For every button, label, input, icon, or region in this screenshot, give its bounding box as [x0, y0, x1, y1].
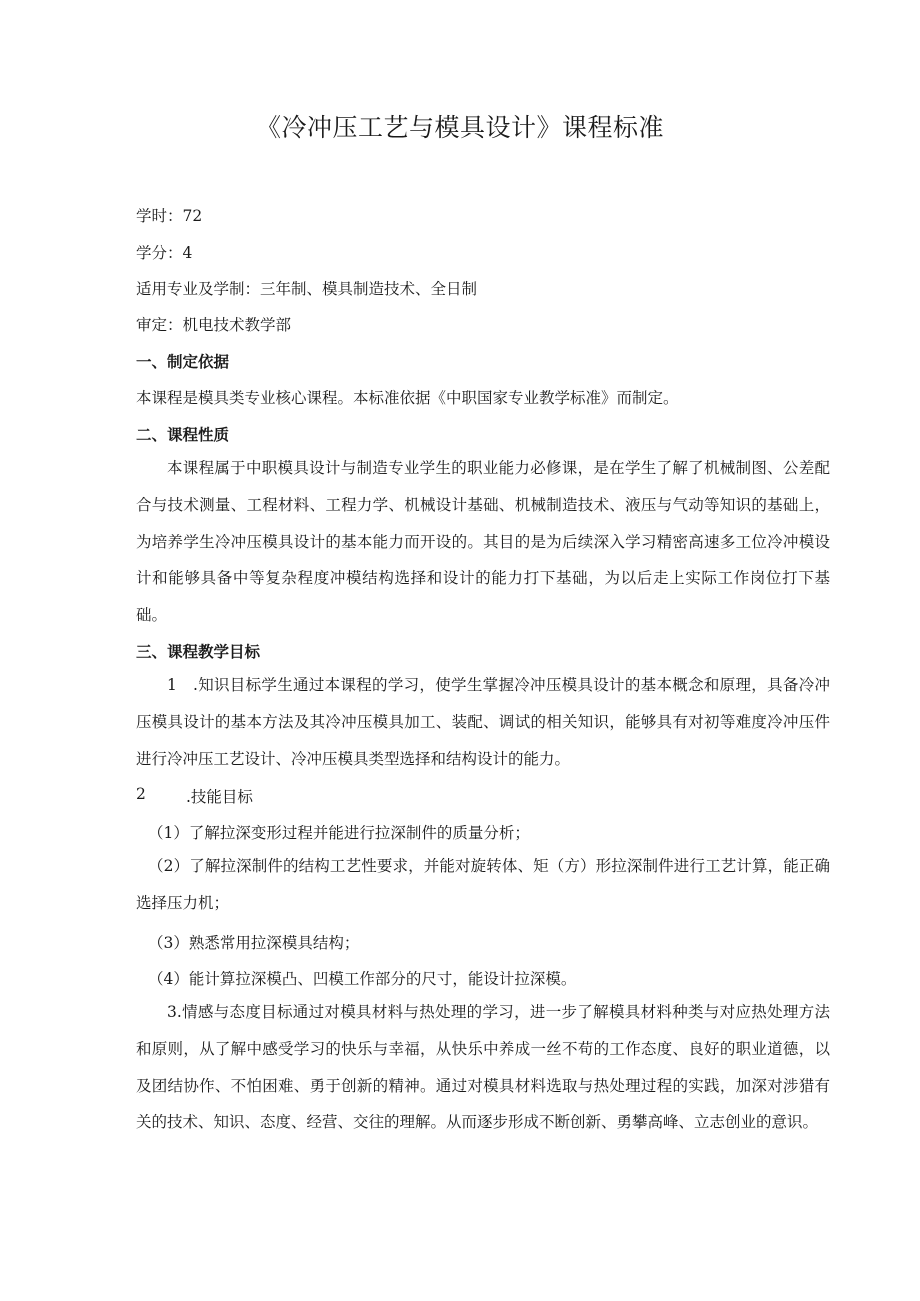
- skill-item-3: （3）熟悉常用拉深模具结构；: [148, 934, 360, 952]
- goal-attitude-text: 3.情感与态度目标通过对模具材料与热处理的学习，进一步了解模具材料种类与对应热处理方法和原则，从了解中感受学习的快乐与幸福，从快乐中养成一丝不苟的工作态度、良好的职业道德，以及团结协作、不怕困难、勇于创新的精神。通过对模具材料选取与热处理过程的实践，加深对涉猎有关的技术、知识、态度、经营、交往的理解。从而逐步形成不断创新、勇攀高峰、立志创业的意识。: [136, 1003, 830, 1132]
- page-title: 《冷冲压工艺与模具设计》课程标准: [255, 113, 664, 142]
- section-text-nature: 本课程属于中职模具设计与制造专业学生的职业能力必修课，是在学生了解了机械制图、公差配合与技术测量、工程材料、工程力学、机械设计基础、机械制造技术、液压与气动等知识的基础上，为培养学生冷冲压模具设计的基本能力而开设的。其目的是为后续深入学习精密高速多工位冷冲模设计和能够具备中等复杂程度冲模结构选择和设计的能力打下基础，为以后走上实际工作岗位打下基础。: [136, 459, 830, 625]
- applicable-major: 适用专业及学制：三年制、模具制造技术、全日制: [136, 280, 478, 298]
- course-hours: 学时：72: [136, 207, 203, 225]
- goal-knowledge-text: 1 .知识目标学生通过本课程的学习，使学生掌握冷冲压模具设计的基本概念和原理，具备冷冲压模具设计的基本方法及其冷冲压模具加工、装配、调试的相关知识，能够具有对初等难度冷冲压件进行冷冲压工艺设计、冷冲压模具类型选择和结构设计的能力。: [136, 676, 830, 768]
- goal-skill-label: .技能目标: [186, 788, 253, 806]
- course-credits: 学分：4: [136, 244, 193, 262]
- approved-by: 审定：机电技术教学部: [136, 316, 292, 334]
- section-heading-goals: 三、课程教学目标: [136, 643, 261, 661]
- section-heading-basis: 一、制定依据: [136, 353, 230, 371]
- section-heading-nature: 二、课程性质: [136, 426, 230, 444]
- skill-item-1: （1）了解拉深变形过程并能进行拉深制件的质量分析；: [148, 824, 530, 842]
- skill-item-2: （2）了解拉深制件的结构工艺性要求，并能对旋转体、矩（方）形拉深制件进行工艺计算，能正确选择压力机；: [136, 857, 830, 912]
- section-text-basis: 本课程是模具类专业核心课程。本标准依据《中职国家专业教学标准》而制定。: [136, 389, 679, 407]
- goal-skill-number: 2: [136, 785, 146, 803]
- skill-item-4: （4）能计算拉深模凸、凹模工作部分的尺寸，能设计拉深模。: [148, 970, 577, 988]
